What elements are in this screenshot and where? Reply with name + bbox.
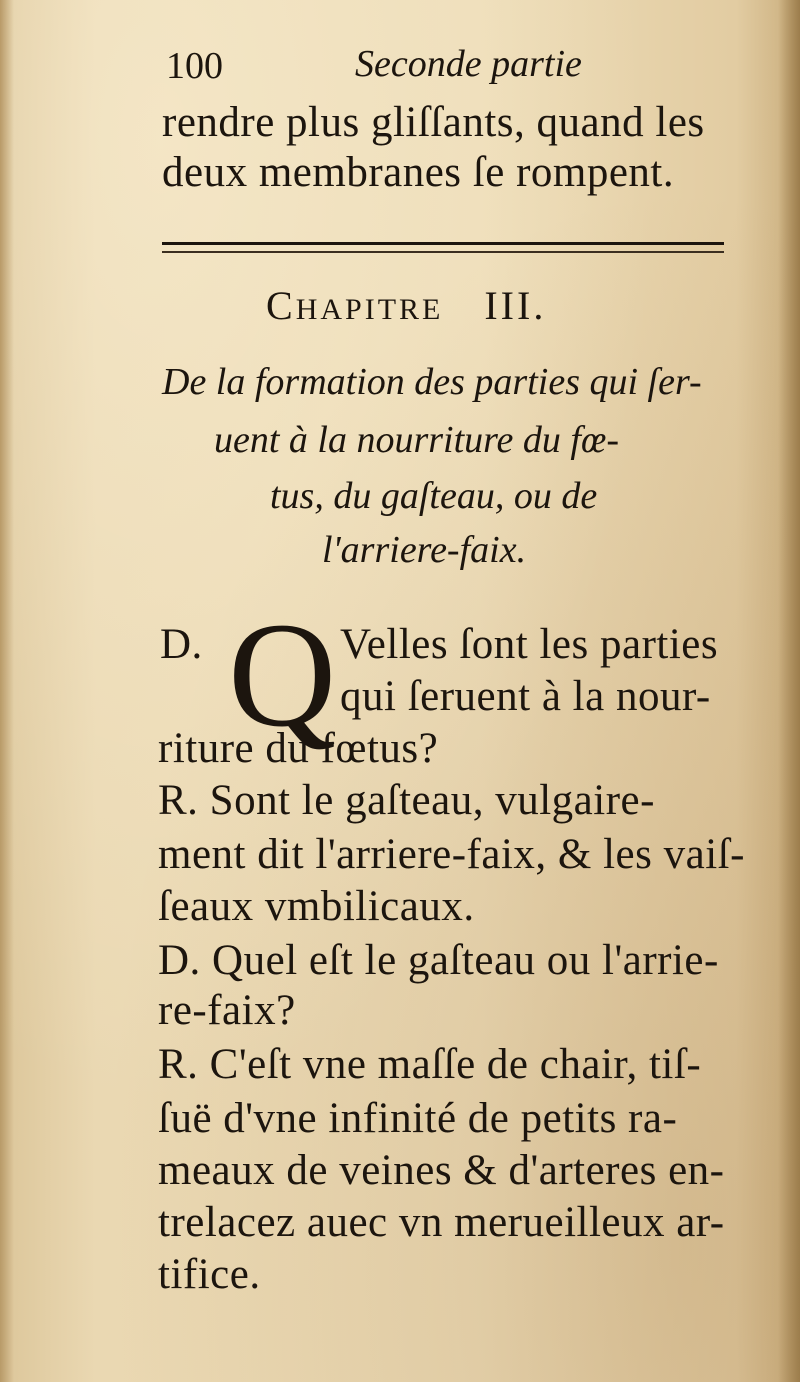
text-line: trelacez auec vn merueilleux ar- — [158, 1199, 725, 1246]
text-line: ſuë d'vne infinité de petits ra- — [158, 1095, 678, 1142]
intro-line-1: rendre plus gliſſants, quand les — [162, 99, 705, 146]
chapter-heading-word: HAPITRE — [295, 293, 444, 326]
chapter-title-line-1: De la formation des parties qui ſer- — [162, 361, 702, 403]
intro-line-2: deux membranes ſe rompent. — [162, 149, 675, 196]
text-line: riture du fœtus? — [158, 725, 439, 772]
chapter-heading-initial: C — [266, 283, 296, 328]
question-label: D. — [160, 621, 203, 668]
question-line-2: qui ſeruent à la nour- — [340, 673, 711, 720]
chapter-numeral: III. — [484, 283, 547, 328]
section-rule — [162, 242, 724, 253]
running-title: Seconde partie — [355, 43, 582, 85]
page-gutter-shadow — [0, 0, 14, 1382]
text-line: re-faix? — [158, 987, 296, 1034]
chapter-title-line-2: uent à la nourriture du fœ- — [214, 419, 619, 461]
question-line-1: Velles ſont les parties — [340, 621, 719, 668]
text-line: ſeaux vmbilicaux. — [158, 883, 475, 930]
page-number: 100 — [166, 45, 223, 87]
drop-capital: Q — [228, 592, 337, 758]
page-edge-shadow — [778, 0, 800, 1382]
text-line: R. Sont le gaſteau, vulgaire- — [158, 777, 655, 824]
text-line: D. Quel eſt le gaſteau ou l'arrie- — [158, 937, 719, 984]
text-line: tifice. — [158, 1251, 261, 1298]
chapter-title-line-3: tus, du gaſteau, ou de — [270, 475, 598, 517]
text-line: meaux de veines & d'arteres en- — [158, 1147, 725, 1194]
chapter-title-line-4: l'arriere-faix. — [322, 529, 527, 571]
text-line: ment dit l'arriere-faix, & les vaiſ- — [158, 831, 745, 878]
text-line: R. C'eſt vne maſſe de chair, tiſ- — [158, 1041, 702, 1088]
chapter-heading — [266, 282, 546, 329]
